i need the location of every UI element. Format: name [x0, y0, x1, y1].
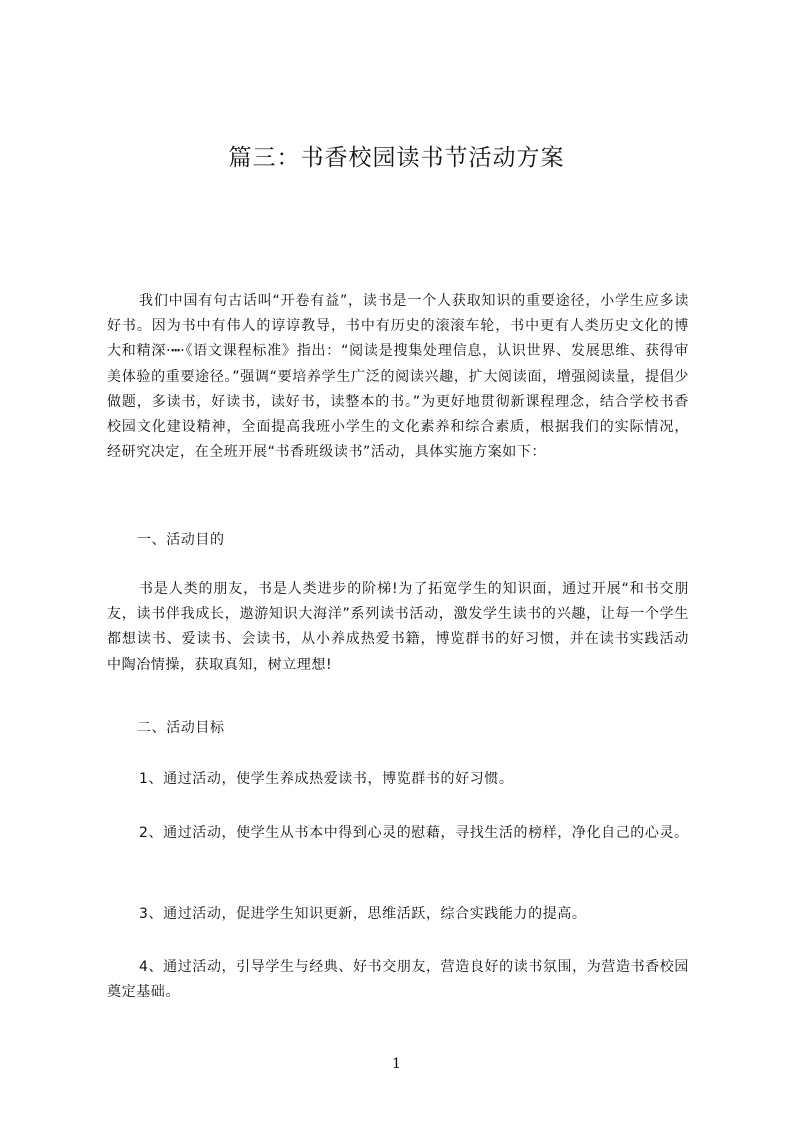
page-number: 1: [392, 1056, 401, 1072]
section-heading-purpose: 一、活动目的: [137, 532, 225, 548]
goal-item-3: 3、通过活动，促进学生知识更新，思维活跃，综合实践能力的提高。: [139, 906, 587, 922]
page-title: 篇三：书香校园读书节活动方案: [228, 145, 565, 171]
section-heading-goals: 二、活动目标: [137, 720, 225, 736]
goal-item-1: 1、通过活动，使学生养成热爱读书，博览群书的好习惯。: [139, 771, 514, 787]
purpose-paragraph: 书是人类的朋友，书是人类进步的阶梯!为了拓宽学生的知识面，通过开展“和书交朋友，读书伴我成长，遨游知识大海洋”系列读书活动，激发学生读书的兴趣，让每一个学生都想读书、爱读书、会读书，从小养成热爱书籍，博览群书的好习惯，并在读书实践活动中陶冶情操，获取真知，树立理想!: [107, 581, 689, 673]
goal-item-4: 4、通过活动，引导学生与经典、好书交朋友，营造良好的读书氛围，为营造书香校园奠定基础。: [107, 959, 689, 1001]
intro-paragraph: 我们中国有句古话叫“开卷有益”，读书是一个人获取知识的重要途径，小学生应多读好书。因为书中有伟人的谆谆教导，书中有历史的滚滚车轮，书中更有人类历史文化的博大和精深·┅·《语文课程标准》指出：“阅读是搜集处理信息，认识世界、发展思维、获得审美体验的重要途径。”强调“要培养学生广泛的阅读兴趣，扩大阅读面，增强阅读量，提倡少做题，多读书，好读书，读好书，读整本的书。”为更好地贯彻新课程理念，结合学校书香校园文化建设精神，全面提高我班小学生的文化素养和综合素质，根据我们的实际情况，经研究决定，在全班开展“书香班级读书”活动，具体实施方案如下：: [107, 293, 689, 461]
goal-item-2: 2、通过活动，使学生从书本中得到心灵的慰藉，寻找生活的榜样，净化自己的心灵。: [139, 825, 689, 841]
